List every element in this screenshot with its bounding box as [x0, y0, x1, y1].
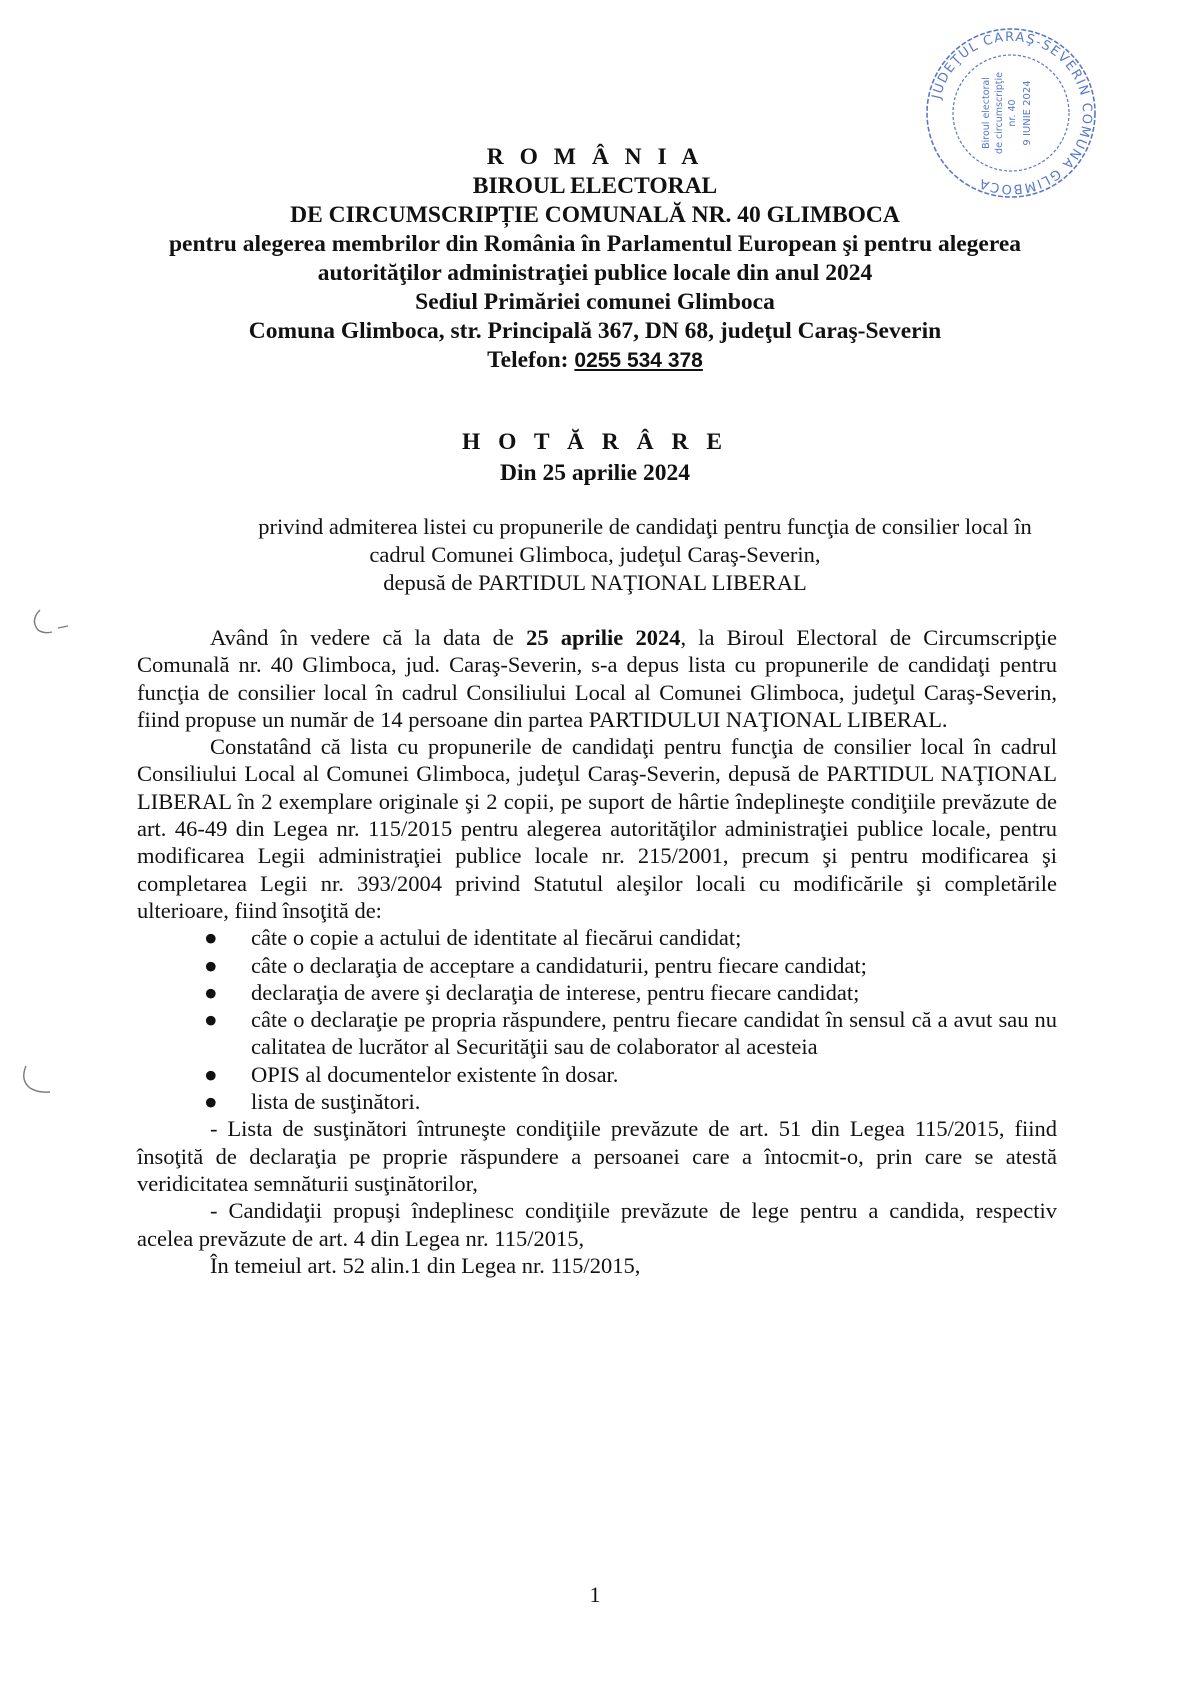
list-item-text: OPIS al documentelor existente în dosar. — [251, 1061, 619, 1087]
attachments-list — [137, 924, 1057, 1115]
decision-title: H O T Ă R Â R E — [461, 429, 729, 455]
list-item-text: câte o copie a actului de identitate al fiecărui candidat; — [251, 925, 742, 951]
list-item — [204, 952, 1057, 979]
list-item-text: câte o declaraţia de acceptare a candidaturii, pentru fiecare candidat; — [251, 952, 867, 978]
decision-date: Din 25 aprilie 2024 — [500, 460, 690, 486]
header-purpose-line1: pentru alegerea membrilor din România în Parlamentul European şi pentru alegerea — [168, 231, 1022, 257]
header-purpose-line2: autorităţilor administraţiei publice locale din anul 2024 — [317, 260, 873, 286]
phone-number: 0255 534 378 — [574, 349, 703, 372]
svg-text:de circumscripţie: de circumscripţie — [994, 72, 1005, 154]
p1-text-before: Având în vedere că la data de — [210, 625, 527, 650]
subject-line2: cadrul Comunei Glimboca, judeţul Caraş-Severin, — [369, 542, 821, 567]
list-item-text: câte o declaraţie pe propria răspundere, pentru fiecare candidat în sensul că a avut sau nu calitatea de lucrător al Securităţii sau de colaborator al acesteia — [251, 1007, 1057, 1060]
subject-line1: privind admiterea listei cu propunerile de candidaţi pentru funcţia de consilier local în — [258, 514, 1032, 539]
svg-text:JUDEŢUL CARAŞ-SEVERIN COMUNA: JUDEŢUL CARAŞ-SEVERIN COMUNA GLIMBOCA — [929, 29, 1095, 197]
list-item-text: lista de susţinători. — [251, 1089, 421, 1115]
document-body — [137, 624, 1057, 1279]
header-seat: Sediul Primăriei comunei Glimboca — [415, 289, 775, 315]
list-item — [204, 1061, 1057, 1088]
header-phone — [90, 346, 1100, 375]
paragraph-supporters: - Lista de susţinători întruneşte condiţiile prevăzute de art. 51 din Legea 115/2015, fiind însoţită de declaraţia pe proprie răspundere a persoanei care a întocmit-o, prin care se atestă veridicitatea semnăturii susţinătorilor, — [137, 1116, 1057, 1196]
paragraph-finding: Constatând că lista cu propunerile de candidaţi pentru funcţia de consilier local în cadrul Consiliului Local al Comunei Glimboca, judeţul Caraş-Severin, depusă de PARTIDUL NAŢIONAL LIBERAL în 2 exemplare originale şi 2 copii, pe suport de hârtie îndeplineşte condiţiile prevăzute de art. 46-49 din Legea nr. 115/2015 pentru alegerea autorităţilor administraţiei publice locale, pentru modificarea Legii administraţiei publice locale nr. 215/2001, precum şi pentru modificarea şi completarea Legii nr. 393/2004 privind Statutul aleşilor locali cu modificările şi completările ulterioare, fiind însoţită de: — [137, 734, 1057, 923]
margin-punch-mark-top — [28, 606, 72, 636]
header-country: R O M Â N I A — [486, 144, 704, 170]
list-item-text: declaraţia de avere şi declaraţia de interese, pentru fiecare candidat; — [251, 979, 860, 1005]
bullet-icon: ● — [204, 1007, 218, 1033]
decision-subject — [90, 513, 1100, 597]
bullet-icon: ● — [204, 1089, 218, 1115]
list-item — [204, 979, 1057, 1006]
list-item — [204, 1088, 1057, 1115]
bullet-icon: ● — [204, 1061, 218, 1087]
p1-date-bold: 25 aprilie 2024 — [526, 625, 681, 650]
bullet-icon: ● — [204, 952, 218, 978]
decision-title-block — [90, 427, 1100, 489]
subject-line3: depusă de PARTIDUL NAŢIONAL LIBERAL — [383, 570, 807, 595]
margin-punch-mark-bottom — [18, 1062, 58, 1096]
paragraph-legal-basis: În temeiul art. 52 alin.1 din Legea nr. 115/2015, — [210, 1252, 641, 1278]
svg-text:nr. 40: nr. 40 — [1007, 99, 1018, 127]
svg-text:9 IUNIE 2024: 9 IUNIE 2024 — [1022, 80, 1033, 146]
phone-label: Telefon: — [487, 347, 569, 373]
svg-text:Biroul electoral: Biroul electoral — [981, 77, 992, 149]
bullet-icon: ● — [204, 979, 218, 1005]
header-circumscription: DE CIRCUMSCRIPȚIE COMUNALĂ NR. 40 GLIMBOCA — [290, 202, 900, 228]
document-header — [90, 143, 1100, 375]
p1-text-after: , la Biroul Electoral de Circumscripţie Comunală nr. 40 Glimboca, jud. Caraş-Severin, s-a depus lista cu propunerile de candidaţi pentru funcţia de consilier local în cadrul Consiliului Local al Comunei Glimboca, judeţul Caraş-Severin, fiind propuse un număr de 14 persoane din partea PARTIDULUI NAŢIONAL LIBERAL. — [137, 625, 1057, 732]
list-item — [204, 924, 1057, 951]
header-office: BIROUL ELECTORAL — [472, 173, 718, 199]
paragraph-candidates: - Candidaţii propuşi îndeplinesc condiţiile prevăzute de lege pentru a candida, respectiv acelea prevăzute de art. 4 din Legea nr. 115/2015, — [137, 1198, 1057, 1251]
bullet-icon: ● — [204, 925, 218, 951]
page-number: 1 — [589, 1582, 601, 1607]
paragraph-whereas — [137, 624, 1057, 733]
list-item — [204, 1006, 1057, 1061]
header-address: Comuna Glimboca, str. Principală 367, DN 68, judeţul Caraş-Severin — [248, 318, 942, 344]
